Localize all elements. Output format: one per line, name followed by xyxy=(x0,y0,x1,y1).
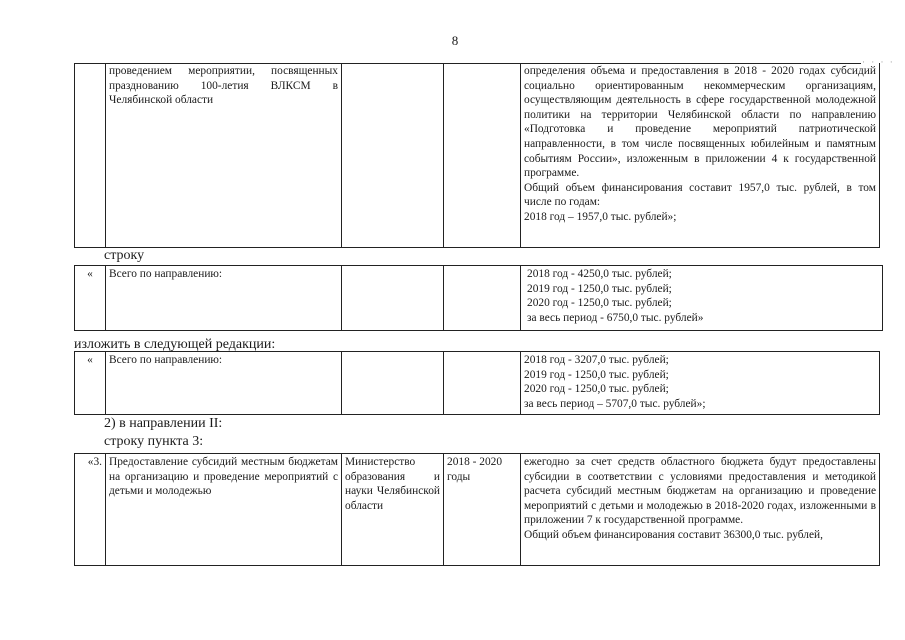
cell-total-values xyxy=(521,352,880,415)
table-row xyxy=(75,63,880,247)
cell-empty xyxy=(342,352,444,415)
description-paragraph: определения объема и предоставления в 2018 - 2020 годах субсидий социально ориентированным некоммерческим организациям, осуществляющим деятельность в сфере государственной молодежной политики на территории Челябинской области по направлению «Подготовка и проведение мероприятий патриотической направленности, в том числе посвященных юбилейным и памятным событиям России», изложенным в приложении 4 к государственной программе. xyxy=(524,65,876,180)
cell-period xyxy=(444,63,521,247)
label-stroku: строку xyxy=(104,248,145,263)
table-row xyxy=(75,454,880,566)
cell-empty xyxy=(342,266,444,331)
cell-executor xyxy=(342,63,444,247)
table-row xyxy=(75,352,880,415)
total-line: 2020 год - 1250,0 тыс. рублей; xyxy=(527,297,672,310)
page-number: 8 xyxy=(451,33,459,48)
label-direction: 2) в направлении II: xyxy=(104,416,223,431)
cell-quote: « xyxy=(75,352,106,415)
cell-activity: Предоставление субсидий местным бюджетам на организацию и проведение мероприятий с детьми и молодежью xyxy=(106,454,342,566)
total-line: 2018 год - 3207,0 тыс. рублей; xyxy=(524,354,669,366)
cell-executor: Министерство образования и науки Челябинской области xyxy=(342,454,444,566)
description-total: Общий объем финансирования составит 1957,0 тыс. рублей, в том числе по годам: xyxy=(524,181,876,209)
total-line: 2018 год - 4250,0 тыс. рублей; xyxy=(527,268,672,280)
table-continued-row xyxy=(74,63,880,248)
total-line: за весь период – 5707,0 тыс. рублей»; xyxy=(524,397,706,410)
label-punkt: строку пункта 3: xyxy=(104,434,204,449)
total-line: 2019 год - 1250,0 тыс. рублей; xyxy=(527,282,672,295)
cell-empty xyxy=(444,352,521,415)
cell-quote: « xyxy=(75,266,106,331)
table-old-total xyxy=(74,265,883,331)
label-new-edition: изложить в следующей редакции: xyxy=(74,337,276,352)
cell-activity: проведением мероприятии, посвященных празднованию 100-летия ВЛКСМ в Челябинской области xyxy=(106,63,342,247)
cell-total-label: Всего по направлению: xyxy=(106,352,342,415)
table-new-total xyxy=(74,351,880,415)
total-line: за весь период - 6750,0 тыс. рублей» xyxy=(527,311,704,324)
cell-number xyxy=(75,63,106,247)
cell-number: «3. xyxy=(75,454,106,566)
total-line: 2019 год - 1250,0 тыс. рублей; xyxy=(524,368,669,381)
total-line: 2020 год - 1250,0 тыс. рублей; xyxy=(524,383,669,396)
cell-total-values xyxy=(521,266,883,331)
cell-description xyxy=(521,454,880,566)
table-item-3 xyxy=(74,453,880,566)
cell-period: 2018 - 2020 годы xyxy=(444,454,521,566)
scan-edge-marks: · · · · xyxy=(862,57,895,67)
cell-description xyxy=(521,63,880,247)
description-year: 2018 год – 1957,0 тыс. рублей»; xyxy=(524,210,677,223)
description-paragraph: ежегодно за счет средств областного бюджета будут предоставлены субсидии в соответствии с условиями предоставления и методикой расчета субсидий местным бюджетам на организацию и проведение мероприятий с детьми и молодежью в 2018-2020 годах, изложенными в приложении 7 к государственной программе. xyxy=(524,456,876,527)
cell-total-label: Всего по направлению: xyxy=(106,266,342,331)
table-row xyxy=(75,266,883,331)
description-total: Общий объем финансирования составит 36300,0 тыс. рублей, xyxy=(524,528,823,541)
cell-empty xyxy=(444,266,521,331)
